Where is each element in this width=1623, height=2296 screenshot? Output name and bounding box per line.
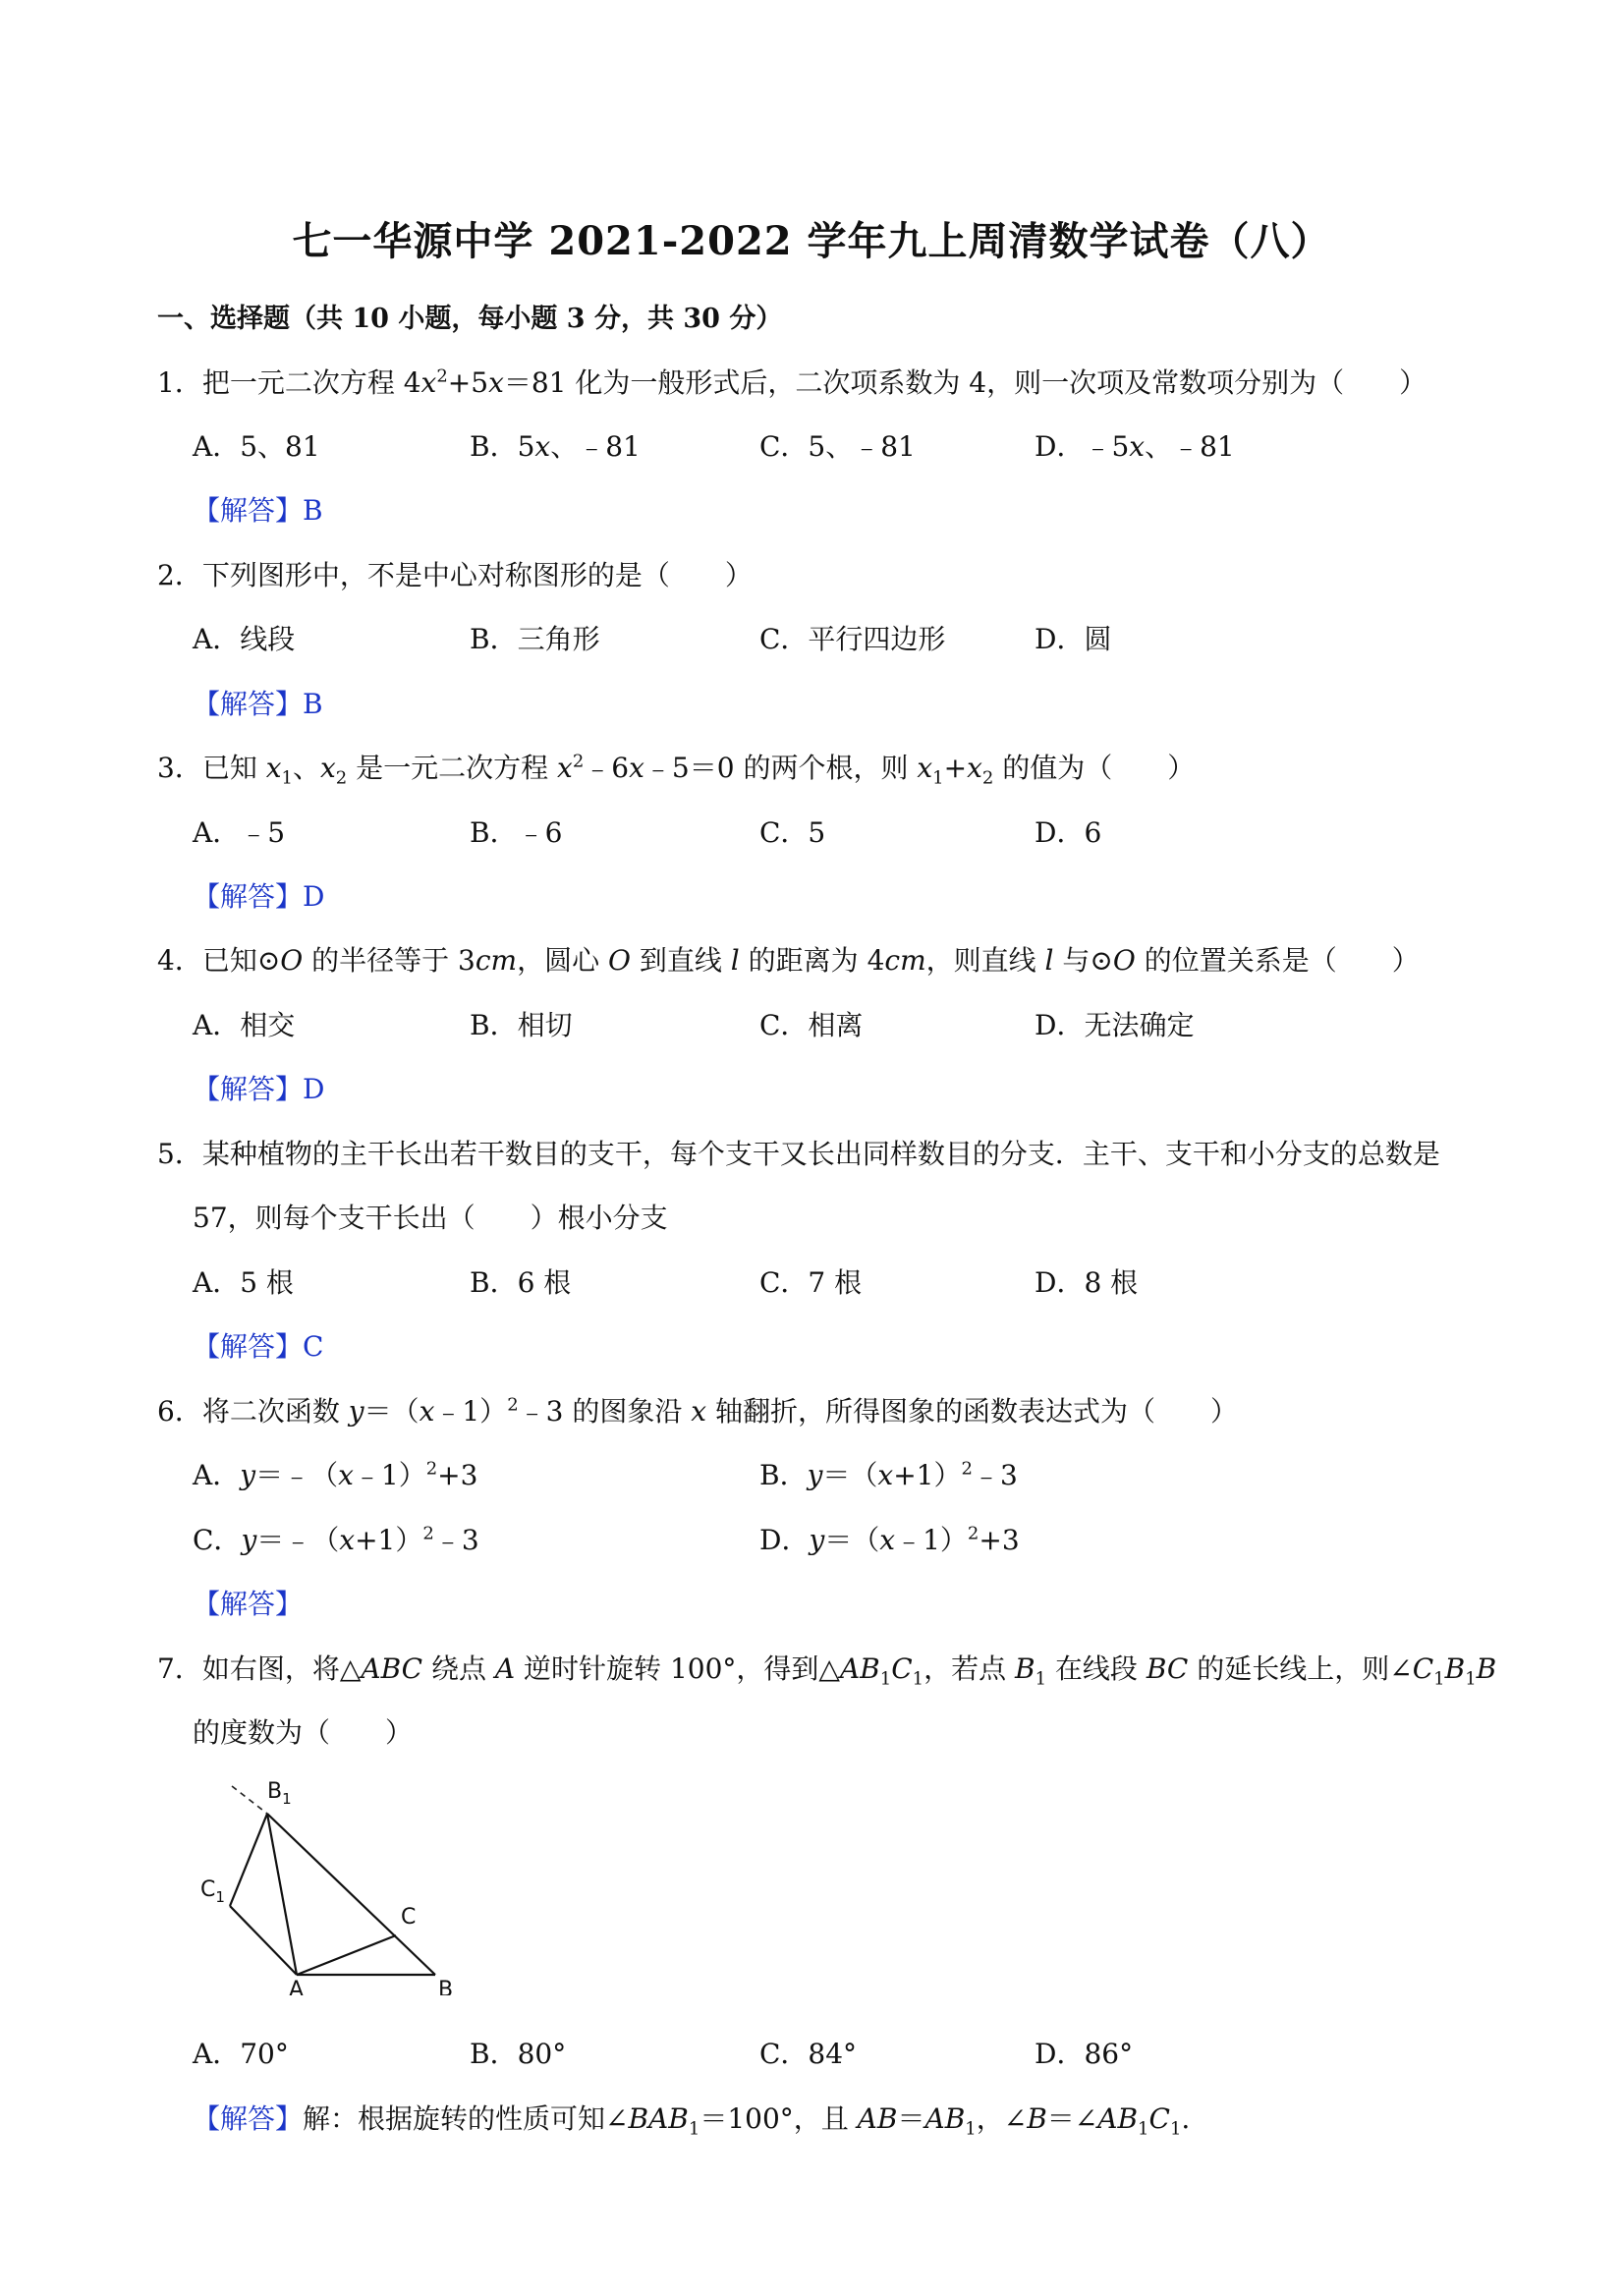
q6-option-a: A．y＝﹣（x﹣1）$^2$+3 xyxy=(193,1458,478,1491)
q7-option-b: B．80° xyxy=(470,2038,567,2070)
q1-option-c: C．5、﹣81 xyxy=(759,430,916,463)
q2-option-b: B．三角形 xyxy=(470,623,600,655)
q3-option-d: D．6 xyxy=(1035,816,1102,849)
question-4-stem: 4．已知⊙O 的半径等于 3cm，圆心 O 到直线 l 的距离为 4cm，则直线 l 与⊙O 的位置关系是（ ） xyxy=(157,944,1420,977)
q3-option-c: C．5 xyxy=(759,816,826,849)
label-b: B xyxy=(438,1978,454,1995)
q1-option-d: D．﹣5x、﹣81 xyxy=(1035,430,1235,463)
q6-answer: 【解答】 xyxy=(193,1588,304,1620)
q5-option-c: C．7 根 xyxy=(759,1266,863,1299)
page-title: 七一华源中学 2021-2022 学年九上周清数学试卷（八） xyxy=(292,218,1331,264)
q6-option-c: C．$y=﹣(x+1)^2﹣3$ xyxy=(193,1523,479,1556)
q1-option-a: A．5、81 xyxy=(193,430,320,463)
q4-option-b: B．相切 xyxy=(470,1009,573,1041)
label-c: C xyxy=(401,1905,417,1930)
q1-answer: 【解答】B xyxy=(193,494,323,527)
label-c1: $C_1$ xyxy=(200,1877,225,1906)
q1-option-b: B．5x、﹣81 xyxy=(470,430,641,463)
q7-option-a: A．70° xyxy=(193,2038,289,2070)
q7-option-c: C．84° xyxy=(759,2038,858,2070)
q3-option-b: B．﹣6 xyxy=(470,816,563,849)
q2-answer: 【解答】B xyxy=(193,688,323,720)
q7-option-d: D．86° xyxy=(1035,2038,1134,2070)
question-2-stem: 2．下列图形中，不是中心对称图形的是（ ） xyxy=(157,559,753,591)
q2-option-d: D．圆 xyxy=(1035,623,1112,655)
question-6-stem: 6．将二次函数 y＝（x﹣1）$^2$﹣3 的图象沿 x 轴翻折，所得图象的函数表达式为（ ） xyxy=(157,1394,1238,1428)
section-heading: 一、选择题（共 10 小题，每小题 3 分，共 30 分） xyxy=(157,304,783,334)
q5-option-d: D．8 根 xyxy=(1035,1266,1139,1299)
q5-answer: 【解答】C xyxy=(193,1330,324,1363)
q4-option-d: D．无法确定 xyxy=(1035,1009,1195,1041)
q6-option-b: B．$y=(x+1)^2﹣3$ xyxy=(759,1458,1018,1491)
q6-option-d: D．y＝（x﹣1）$^2$+3 xyxy=(759,1523,1020,1556)
question-5-stem-cont: 57，则每个支干长出（ ）根小分支 xyxy=(193,1202,668,1234)
q4-option-c: C．相离 xyxy=(759,1009,864,1041)
question-7-stem-cont: 的度数为（ ） xyxy=(193,1716,414,1749)
figure-segment-a-c xyxy=(297,1935,396,1975)
question-3-stem: 3．已知 $x_1$、$x_2$ 是一元二次方程 $x^2﹣6x﹣5=0$ 的两个根，则 $x_1+x_2$ 的值为（ ） xyxy=(157,751,1196,789)
q2-option-c: C．平行四边形 xyxy=(759,623,946,655)
q4-option-a: A．相交 xyxy=(193,1009,296,1041)
label-a: A xyxy=(289,1978,305,1995)
figure-extension-dashed-line xyxy=(232,1786,267,1814)
q7-answer: 【解答】解：根据旋转的性质可知$\angle BAB_1=100^\circ$，且 $AB=AB_1$，$\angle B=\angle AB_1C_1$. xyxy=(193,2102,1191,2140)
q2-option-a: A．线段 xyxy=(193,623,296,655)
figure-segment-b1-c1 xyxy=(230,1814,267,1906)
q5-option-a: A．5 根 xyxy=(193,1266,294,1299)
question-1-stem: 1．把一元二次方程 $4x^2+5x=81$ 化为一般形式后，二次项系数为 4，则一次项及常数项分别为（ ） xyxy=(157,365,1427,399)
q4-answer: 【解答】D xyxy=(193,1073,325,1105)
q5-option-b: B．6 根 xyxy=(470,1266,572,1299)
q3-option-a: A．﹣5 xyxy=(193,816,286,849)
rotation-triangle-figure xyxy=(193,1774,468,1995)
q3-answer: 【解答】D xyxy=(193,880,325,913)
question-7-stem: 7．如右图，将△ABC 绕点 A 逆时针旋转 100°，得到$\triangle AB_1C_1$，若点 $B_1$ 在线段 BC 的延长线上，则$\angle C_1B_1B$ xyxy=(157,1652,1497,1690)
label-b1: $B_1$ xyxy=(267,1779,292,1808)
question-5-stem: 5．某种植物的主干长出若干数目的支干，每个支干又长出同样数目的分支．主干、支干和小分支的总数是 xyxy=(157,1138,1440,1170)
